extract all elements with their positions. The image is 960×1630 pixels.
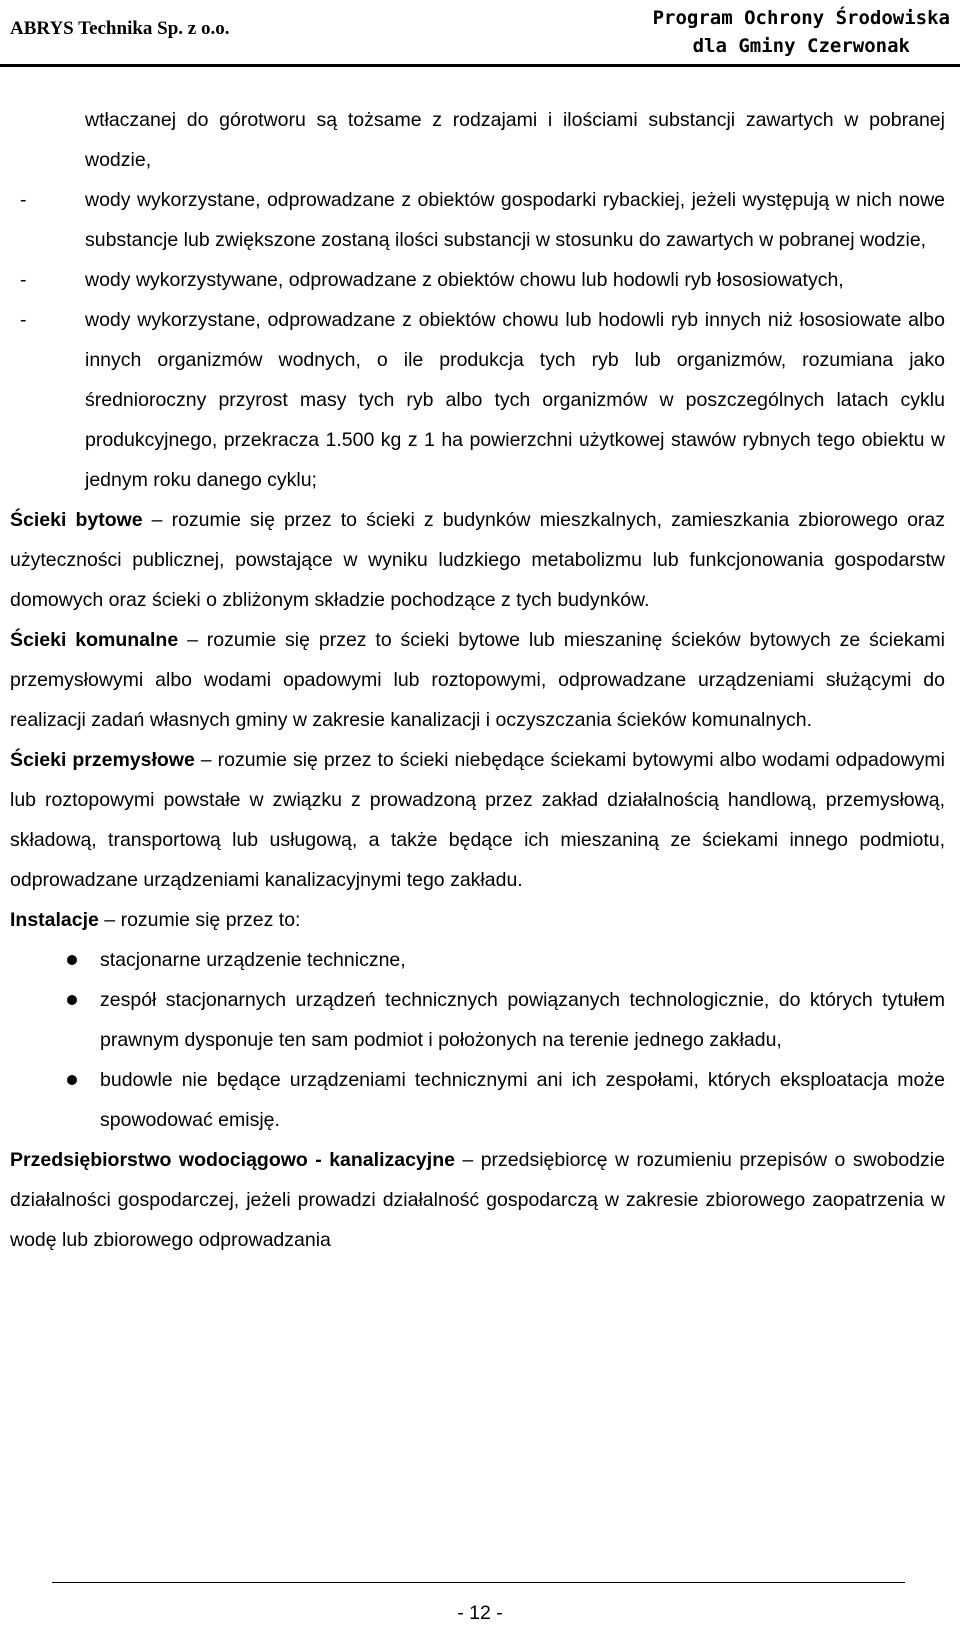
bullet-item-text: zespół stacjonarnych urządzeń technicznych powiązanych technologicznie, do których tytułem prawnym dysponuje ten sam podmiot i położonych na terenie jednego zakładu, xyxy=(100,989,945,1051)
dash-marker: - xyxy=(20,189,27,211)
definition-water-sewage-company xyxy=(10,1140,945,1260)
dash-item-text: wody wykorzystywane, odprowadzane z obiektów chowu lub hodowli ryb łososiowatych, xyxy=(85,269,844,291)
definition-term: Ścieki przemysłowe xyxy=(10,749,195,771)
document-body xyxy=(10,100,945,1260)
dash-item-text: wody wykorzystane, odprowadzane z obiektów gospodarki rybackiej, jeżeli występują w nich nowe substancje lub zwiększone zostaną ilości substancji w stosunku do zawartych w pobranej wodzie, xyxy=(85,189,945,251)
dash-item-text: wody wykorzystane, odprowadzane z obiektów chowu lub hodowli ryb innych niż łososiowate albo innych organizmów wodnych, o ile produkcja tych ryb lub organizmów, rozumiana jako średnioroczny przyrost masy tych ryb albo tych organizmów w poszczególnych latach cyklu produkcyjnego, przekracza 1.500 kg z 1 ha powierzchni użytkowej stawów rybnych tego obiektu w jednym roku danego cyklu; xyxy=(85,309,945,491)
definition-sewage-domestic xyxy=(10,500,945,620)
paragraph-continuation: wtłaczanej do górotworu są tożsame z rodzajami i ilościami substancji zawartych w pobranej wodzie, xyxy=(85,109,945,171)
dash-list-item xyxy=(10,260,945,300)
dash-marker: - xyxy=(20,269,27,291)
definition-sewage-industrial xyxy=(10,740,945,900)
bullet-list-item xyxy=(10,1060,945,1140)
footer-divider xyxy=(52,1582,905,1583)
definition-sewage-municipal xyxy=(10,620,945,740)
company-name: ABRYS Technika Sp. z o.o. xyxy=(10,18,230,39)
page-header xyxy=(0,0,960,64)
definition-term: Ścieki komunalne xyxy=(10,629,179,651)
page-number: - 12 - xyxy=(457,1602,503,1624)
bullet-icon xyxy=(67,1075,77,1085)
bullet-icon xyxy=(67,995,77,1005)
bullet-item-text: stacjonarne urządzenie techniczne, xyxy=(100,949,406,971)
program-title-line-2: dla Gminy Czerwonak xyxy=(692,35,910,57)
definition-term: Ścieki bytowe xyxy=(10,509,143,531)
dash-marker: - xyxy=(20,309,27,331)
definition-text: – rozumie się przez to ścieki niebędące ściekami bytowymi albo wodami odpadowymi lub roztopowymi powstałe w związku z prowadzoną przez zakład działalnością handlową, przemysłową, składową, transportową lub usługową, a także będące ich mieszaniną ze ściekami innego podmiotu, odprowadzane urządzeniami kanalizacyjnymi tego zakładu. xyxy=(10,749,946,891)
program-title-line-1: Program Ochrony Środowiska xyxy=(652,7,950,29)
dash-list-item xyxy=(10,300,945,500)
bullet-list-item xyxy=(10,980,945,1060)
bullet-icon xyxy=(67,955,77,965)
definition-text: – przedsiębiorcę w rozumieniu przepisów o swobodzie działalności gospodarczej, jeżeli prowadzi działalność gospodarczą w zakresie zbiorowego zaopatrzenia w wodę lub zbiorowego odprowadzania xyxy=(10,1149,945,1251)
definition-text: – rozumie się przez to ścieki bytowe lub mieszaninę ścieków bytowych ze ściekami przemysłowymi albo wodami opadowymi lub roztopowymi, odprowadzane urządzeniami służącymi do realizacji zadań własnych gminy w zakresie kanalizacji i oczyszczania ścieków komunalnych. xyxy=(10,629,945,731)
definition-term: Przedsiębiorstwo wodociągowo - kanalizacyjne xyxy=(10,1149,455,1171)
program-title xyxy=(653,4,950,60)
dash-list-item xyxy=(10,180,945,260)
definition-term: Instalacje xyxy=(10,909,99,931)
definition-text: – rozumie się przez to: xyxy=(98,909,301,931)
bullet-list-item xyxy=(10,940,945,980)
definition-installations xyxy=(10,900,945,940)
bullet-item-text: budowle nie będące urządzeniami technicznymi ani ich zespołami, których eksploatacja może spowodować emisję. xyxy=(100,1069,945,1131)
definition-text: – rozumie się przez to ścieki z budynków mieszkalnych, zamieszkania zbiorowego oraz użyteczności publicznej, powstające w wyniku ludzkiego metabolizmu lub funkcjonowania gospodarstw domowych oraz ścieki o zbliżonym składzie pochodzące z tych budynków. xyxy=(10,509,946,611)
header-divider xyxy=(0,64,960,67)
